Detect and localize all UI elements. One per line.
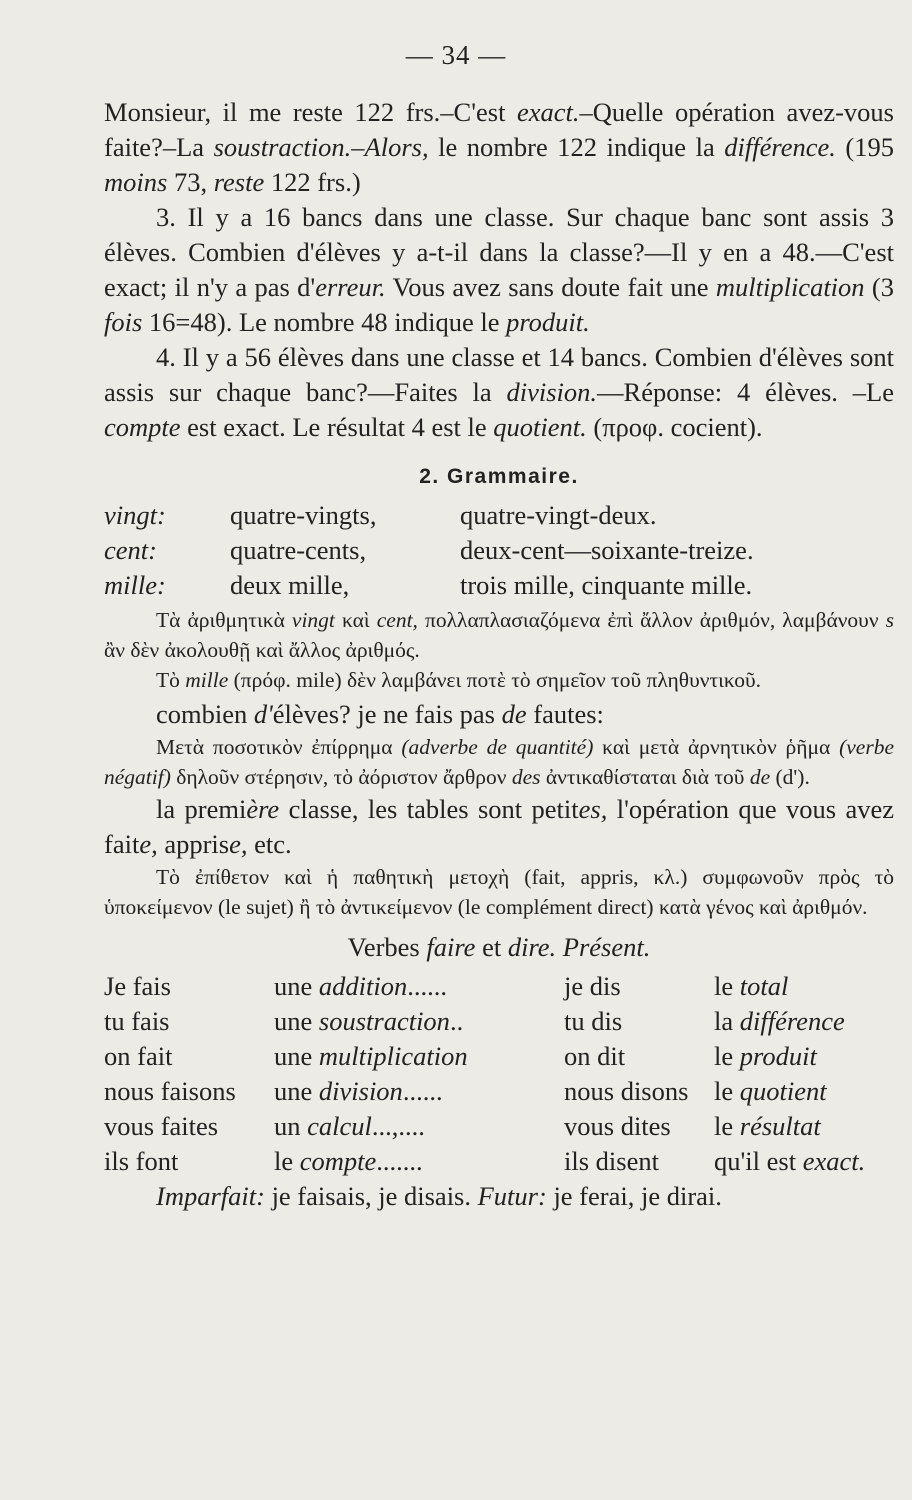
page-body xyxy=(104,95,894,1214)
conj-result xyxy=(714,969,894,1004)
term-erreur: erreur. xyxy=(315,272,386,302)
number-example: deux-cent—soixante-treize. xyxy=(460,535,754,565)
text: (d'). xyxy=(770,765,810,789)
conj-object xyxy=(274,969,564,1004)
greek-note-vingt-cent xyxy=(104,605,894,665)
conj-subject: Je fais xyxy=(104,971,171,1001)
term-exact: exact. xyxy=(516,97,580,127)
text: le xyxy=(714,1111,740,1141)
term-compte: compte xyxy=(104,412,181,442)
number-example: quatre-vingt-deux. xyxy=(460,500,657,530)
term: e, xyxy=(139,829,158,859)
term: Imparfait: xyxy=(156,1181,265,1211)
text: ...,.... xyxy=(371,1111,425,1141)
term: exact. xyxy=(802,1146,866,1176)
term: (verbe négatif) xyxy=(104,735,895,789)
conj-verb: tu dis xyxy=(564,1006,623,1036)
text: le xyxy=(714,1041,740,1071)
number-label: vingt: xyxy=(104,500,166,530)
conj-subject: vous faites xyxy=(104,1111,219,1141)
text: élèves? je ne fais pas xyxy=(272,699,502,729)
numbers-table xyxy=(104,498,894,603)
conj-result xyxy=(714,1004,894,1039)
text: (πρόφ. mile) δὲν λαμβάνει ποτὲ τὸ σημεῖον τοῦ πληθυντικοῦ. xyxy=(228,668,762,692)
term: total xyxy=(739,971,789,1001)
term-produit: produit. xyxy=(506,307,590,337)
text: Verbes xyxy=(347,932,427,962)
conj-verb: ils disent xyxy=(564,1146,659,1176)
text: Monsieur, il me reste 122 frs.–C'est xyxy=(104,97,517,127)
text: – xyxy=(351,132,365,162)
number-label: mille: xyxy=(104,570,166,600)
term: addition xyxy=(318,971,408,1001)
example-accord xyxy=(104,792,894,862)
term: dire. xyxy=(507,932,557,962)
conj-subject: on fait xyxy=(104,1041,173,1071)
section-heading: 2. Grammaire. xyxy=(419,465,579,488)
number-example: quatre-vingts, xyxy=(230,500,377,530)
term-moins: moins xyxy=(104,167,168,197)
text: Τὰ ἀριθμητικὰ xyxy=(156,608,292,632)
text: δηλοῦν στέρησιν, τὸ ἀόριστον ἄρθρον xyxy=(170,765,512,789)
text: une xyxy=(274,1006,319,1036)
term: division xyxy=(318,1076,403,1106)
term: quotient xyxy=(739,1076,827,1106)
text: la premi xyxy=(156,794,247,824)
text: je ferai, je dirai. xyxy=(546,1181,722,1211)
text: etc. xyxy=(247,829,292,859)
text: le xyxy=(714,1076,740,1106)
conj-verb: nous disons xyxy=(564,1076,689,1106)
number-example: deux mille, xyxy=(230,570,350,600)
term-division: division. xyxy=(506,377,598,407)
term: es, xyxy=(578,794,608,824)
paragraph-multiplication xyxy=(104,200,894,340)
text: appris xyxy=(157,829,230,859)
text: l'opération que vous avez fait xyxy=(104,794,894,859)
text: 122 frs.) xyxy=(264,167,361,197)
term: (adverbe de quantité) xyxy=(401,735,594,759)
conj-subject: nous faisons xyxy=(104,1076,236,1106)
text: le xyxy=(714,971,740,1001)
paragraph-division xyxy=(104,340,894,445)
text: classe, les tables sont petit xyxy=(279,794,579,824)
text: ἀντικαθίσταται διὰ τοῦ xyxy=(540,765,750,789)
text: 3. Il y a 16 bancs dans une classe. Sur chaque banc sont assis 3 élèves. Combien d'élèves y a-t-il dans la classe?—Il y en a 48.—C'est exact; il n'y a pas xyxy=(104,202,894,302)
text: ...... xyxy=(402,1076,443,1106)
conj-verb: vous dites xyxy=(564,1111,671,1141)
text: est exact. Le résultat 4 est le xyxy=(180,412,494,442)
text: ...... xyxy=(407,971,447,1001)
text: la xyxy=(714,1006,740,1036)
conjugation-table xyxy=(104,969,894,1179)
term-quotient: quotient. xyxy=(493,412,587,442)
conj-result xyxy=(714,1039,894,1074)
text: fautes: xyxy=(526,699,604,729)
term: ère xyxy=(246,794,280,824)
term: compte xyxy=(299,1146,377,1176)
term: d' xyxy=(253,699,273,729)
tenses-line xyxy=(104,1179,894,1214)
page-number: — 34 — xyxy=(405,40,507,70)
conj-subject: tu fais xyxy=(104,1006,170,1036)
term: de xyxy=(749,765,771,789)
term: de xyxy=(501,699,527,729)
text: (προφ. cocient). xyxy=(586,412,763,442)
conj-result xyxy=(714,1144,894,1179)
conj-subject: ils font xyxy=(104,1146,179,1176)
text: qu'il est xyxy=(714,1146,803,1176)
text: —Réponse: 4 élèves. –Le xyxy=(597,377,894,407)
term: résultat xyxy=(739,1111,821,1141)
number-example: trois mille, cinquante mille. xyxy=(460,570,753,600)
term-alors: Alors, xyxy=(364,132,429,162)
text: un xyxy=(274,1111,308,1141)
text: 4. Il y a 56 élèves dans une classe et 14 bancs. Combien d'élèves sont assis sur chaque banc?—Faites la xyxy=(104,342,894,407)
text: Τὸ ἐπίθετον καὶ ἡ παθητικὴ μετοχὴ (fait, appris, κλ.) συμφωνοῦν πρὸς τὸ ὑποκείμενον (le sujet) ἢ τὸ ἀντικείμενον (le complément direct) κατὰ γένος καὶ ἀριθμόν. xyxy=(104,865,894,919)
text: καὶ xyxy=(334,608,377,632)
conj-verb: on dit xyxy=(564,1041,626,1071)
number-label: cent: xyxy=(104,535,157,565)
text: ....... xyxy=(376,1146,423,1176)
term: Présent. xyxy=(562,932,651,962)
conj-object xyxy=(274,1074,564,1109)
conj-verb: je dis xyxy=(564,971,621,1001)
term-multiplication: multiplication xyxy=(715,272,865,302)
text: Τὸ xyxy=(156,668,186,692)
term: calcul xyxy=(307,1111,372,1141)
term-reste: reste xyxy=(213,167,265,197)
conj-object xyxy=(274,1039,564,1074)
text: combien xyxy=(156,699,254,729)
paragraph-subtraction xyxy=(104,95,894,200)
text: le xyxy=(274,1146,300,1176)
text: 73, xyxy=(167,167,214,197)
term: e, xyxy=(229,829,248,859)
greek-note-adverbe xyxy=(104,732,894,792)
text: Vous avez sans doute fait une xyxy=(385,272,716,302)
term-difference: différence. xyxy=(724,132,836,162)
verbs-title xyxy=(104,930,894,965)
text: πολλαπλασιαζόμενα ἐπὶ ἄλλον ἀριθμόν, λαμβάνουν xyxy=(417,608,886,632)
text: une xyxy=(274,1076,319,1106)
example-combien xyxy=(104,697,894,732)
term: des xyxy=(511,765,541,789)
conj-object xyxy=(274,1109,564,1144)
text xyxy=(556,932,563,962)
text: –Quelle opération avez-vous faite?–La xyxy=(104,97,894,162)
number-example: quatre-cents, xyxy=(230,535,367,565)
term-fois: fois xyxy=(104,307,143,337)
term-soustraction: soustraction. xyxy=(213,132,352,162)
term: mille xyxy=(185,668,229,692)
term: s xyxy=(885,608,894,632)
greek-note-mille xyxy=(104,665,894,695)
term: faire xyxy=(426,932,476,962)
text: je faisais, je disais. xyxy=(264,1181,478,1211)
conj-result xyxy=(714,1074,894,1109)
text: .. xyxy=(449,1006,464,1036)
conj-object xyxy=(274,1004,564,1039)
text: καὶ μετὰ ἀρνητικὸν ῥῆμα xyxy=(593,735,840,759)
text: une xyxy=(274,1041,319,1071)
term: multiplication xyxy=(318,1041,468,1071)
term: vingt xyxy=(291,608,335,632)
term: soustraction xyxy=(318,1006,450,1036)
text: (3 xyxy=(864,272,894,302)
text: Μετὰ ποσοτικὸν ἐπίρρημα xyxy=(156,735,402,759)
conj-object xyxy=(274,1144,564,1179)
term: produit xyxy=(739,1041,817,1071)
text: ἂν δὲν ἀκολουθῇ καὶ ἄλλος ἀριθμός. xyxy=(104,638,420,662)
text: et xyxy=(475,932,508,962)
text: une xyxy=(274,971,319,1001)
text: d' xyxy=(297,272,316,302)
term: différence xyxy=(739,1006,845,1036)
greek-note-accord xyxy=(104,862,894,922)
conj-result xyxy=(714,1109,894,1144)
term: cent, xyxy=(376,608,418,632)
text: 16=48). Le nombre 48 indique le xyxy=(142,307,507,337)
text: le nombre 122 indique la xyxy=(428,132,725,162)
text: (195 xyxy=(835,132,895,162)
term: Futur: xyxy=(477,1181,547,1211)
